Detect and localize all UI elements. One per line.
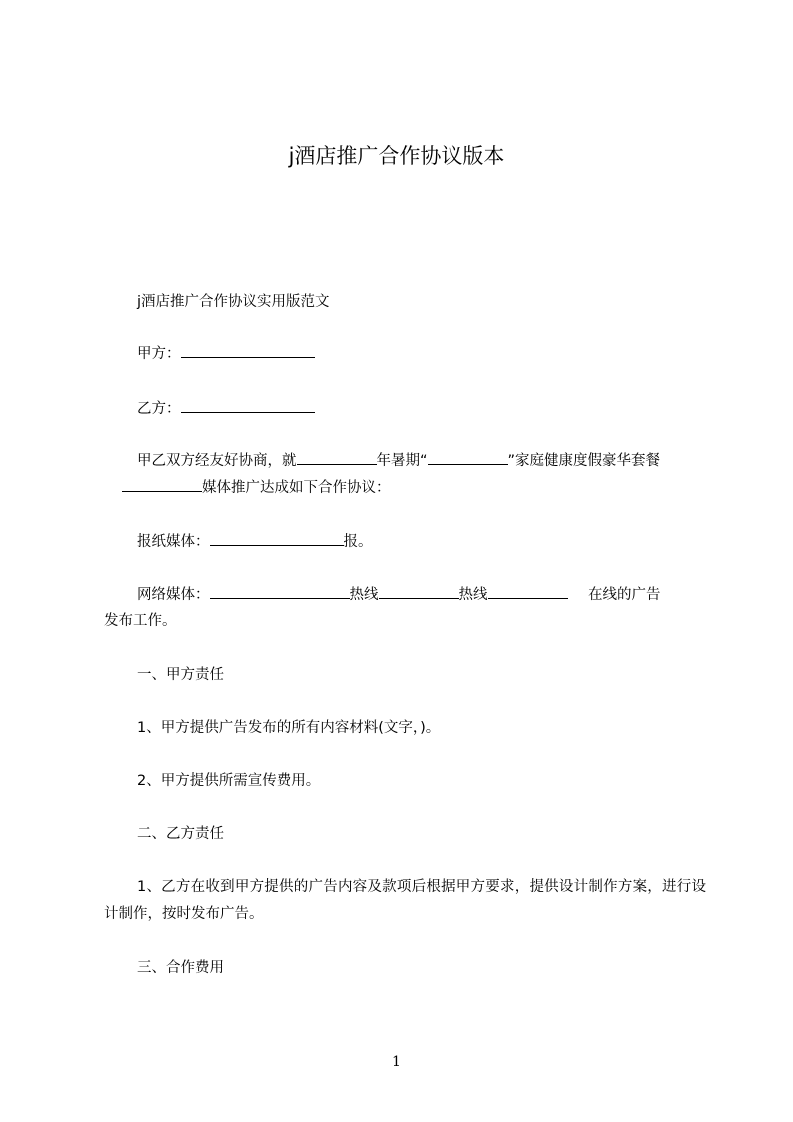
online-hotline-2: 热线 <box>458 587 488 603</box>
section2-heading: 二、乙方责任 <box>137 826 224 842</box>
intro-package-blank <box>122 477 202 492</box>
party-a-label: 甲方： <box>137 346 181 362</box>
section1-item1: 1、甲方提供广告发布的所有内容材料(文字，)。 <box>137 720 441 736</box>
online-hotline-1: 热线 <box>349 587 379 603</box>
intro-name-blank <box>428 450 508 465</box>
intro-part1: 甲乙双方经友好协商，就 <box>137 453 297 469</box>
intro-line-1 <box>104 448 706 475</box>
party-b-line <box>104 396 706 423</box>
party-a-blank <box>181 343 315 358</box>
newspaper-line <box>104 529 706 556</box>
document-title: j酒店推广合作协议版本 <box>288 144 505 168</box>
intro-line-2 <box>104 475 706 502</box>
online-blank-1 <box>210 584 350 599</box>
online-suffix <box>588 582 706 609</box>
section1-item2: 2、甲方提供所需宣传费用。 <box>137 773 321 789</box>
page-number: 1 <box>392 1054 401 1070</box>
document-subtitle: j酒店推广合作协议实用版范文 <box>137 294 330 310</box>
newspaper-suffix: 报。 <box>343 534 373 550</box>
newspaper-blank <box>210 531 344 546</box>
online-blank-2 <box>379 584 459 599</box>
intro-part2: 年暑期“ <box>376 453 428 469</box>
newspaper-label: 报纸媒体： <box>137 534 210 550</box>
party-b-blank <box>181 398 315 413</box>
intro-year-blank <box>297 450 377 465</box>
intro-part3: ”家庭健康度假豪华套餐 <box>507 453 661 469</box>
section1-heading: 一、甲方责任 <box>137 667 224 683</box>
intro-part4: 媒体推广达成如下合作协议： <box>202 480 391 496</box>
party-b-label: 乙方： <box>137 401 181 417</box>
online-suffix-text: 在线的广告 <box>588 587 661 603</box>
party-a-line <box>104 341 706 368</box>
online-blank-3 <box>488 584 568 599</box>
online-line-2: 发布工作。 <box>104 613 177 629</box>
online-label: 网络媒体： <box>137 587 210 603</box>
section2-item1: 1、乙方在收到甲方提供的广告内容及款项后根据甲方要求，提供设计制作方案，进行设计制作，按时发布广告。 <box>104 879 706 922</box>
section3-heading: 三、合作费用 <box>137 960 224 976</box>
